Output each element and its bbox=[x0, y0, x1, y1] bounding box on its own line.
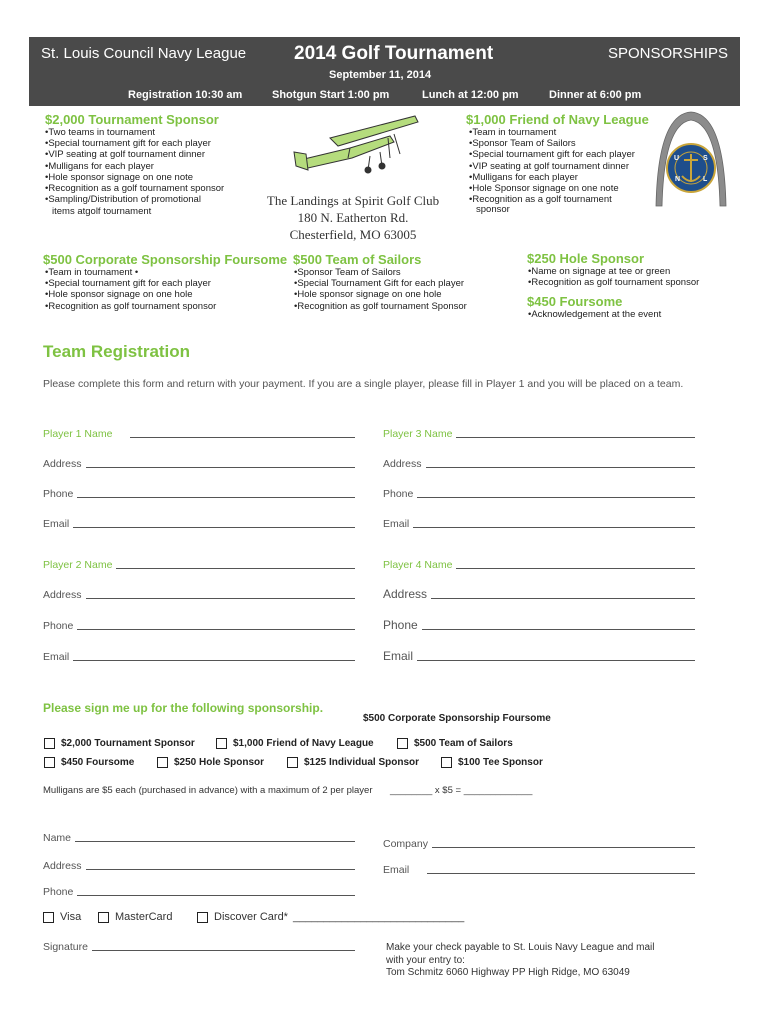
field-label: Email bbox=[43, 651, 70, 663]
option-label: $450 Foursome bbox=[61, 757, 135, 768]
payer-name-field[interactable] bbox=[43, 830, 355, 844]
payment-mastercard[interactable] bbox=[98, 911, 172, 923]
option-tournament-sponsor[interactable] bbox=[44, 738, 195, 749]
field-label: Player 1 Name bbox=[43, 428, 113, 440]
venue-address bbox=[253, 192, 453, 243]
field-label: Player 3 Name bbox=[383, 428, 453, 440]
field-label: Address bbox=[43, 860, 82, 872]
list-item: • Team in tournament bbox=[469, 127, 635, 138]
header-sponsorships: SPONSORSHIPS bbox=[607, 45, 728, 62]
logo-letter: S bbox=[703, 155, 708, 162]
option-individual-sponsor[interactable] bbox=[287, 757, 419, 768]
mail-line: Tom Schmitz 6060 Highway PP High Ridge, MO 63049 bbox=[386, 967, 630, 978]
list-item: • Recognition as golf tournament sponsor bbox=[528, 277, 699, 288]
tier-foursome-title: $450 Foursome bbox=[527, 294, 623, 309]
list-item: • Hole sponsor signage on one hole bbox=[294, 289, 467, 300]
org-name: St. Louis Council Navy League bbox=[41, 45, 247, 62]
option-label: $125 Individual Sponsor bbox=[304, 757, 420, 768]
tier-friend-list bbox=[469, 127, 635, 205]
option-tee-sponsor[interactable] bbox=[441, 757, 543, 768]
checkbox[interactable] bbox=[157, 757, 168, 768]
list-item: • Sampling/Distribution of promotional bbox=[45, 194, 224, 205]
checkbox[interactable] bbox=[216, 738, 227, 749]
option-friend-navy-league[interactable] bbox=[216, 738, 374, 749]
list-item: • Special tournament gift for each player bbox=[469, 149, 635, 160]
option-label: Visa bbox=[60, 911, 82, 923]
team-registration-title: Team Registration bbox=[43, 342, 191, 361]
list-item: • Sponsor Team of Sailors bbox=[294, 267, 467, 278]
option-foursome[interactable] bbox=[44, 757, 134, 768]
mail-line: with your entry to: bbox=[386, 954, 465, 966]
venue-name: The Landings at Spirit Golf Club bbox=[266, 193, 440, 208]
field-label: Name bbox=[43, 832, 72, 844]
list-item: • Acknowledgement at the event bbox=[528, 309, 661, 320]
field-label: Player 4 Name bbox=[383, 559, 453, 571]
tier-hole-list bbox=[528, 266, 699, 288]
dinner-time: Dinner at 6:00 pm bbox=[549, 89, 642, 101]
mulligans-calc-field[interactable]: ________ x $5 = _____________ bbox=[390, 785, 533, 796]
logo-letter: U bbox=[674, 155, 680, 162]
registration-intro: Please complete this form and return with your payment. If you are a single player, please fill in Player 1 and you will be placed on a team. bbox=[43, 378, 684, 390]
player2-email-field[interactable] bbox=[43, 649, 355, 663]
list-item: • Hole sponsor signage on one note bbox=[45, 172, 224, 183]
header-bar bbox=[29, 37, 740, 106]
checkbox[interactable] bbox=[397, 738, 408, 749]
page-title: 2014 Golf Tournament bbox=[294, 43, 494, 64]
payer-email-field[interactable] bbox=[383, 862, 695, 876]
tier-friend-title: $1,000 Friend of Navy League bbox=[466, 112, 649, 127]
field-label: Signature bbox=[43, 941, 88, 953]
option-label: $2,000 Tournament Sponsor bbox=[61, 738, 195, 749]
field-label: Player 2 Name bbox=[43, 559, 113, 571]
field-label: Address bbox=[383, 587, 428, 601]
event-date: September 11, 2014 bbox=[329, 69, 432, 81]
list-item: • Name on signage at tee or green bbox=[528, 266, 699, 277]
signature-field[interactable] bbox=[43, 939, 355, 953]
field-label: Email bbox=[383, 518, 410, 530]
player3-address-field[interactable] bbox=[383, 456, 695, 470]
tier-sailors-title: $500 Team of Sailors bbox=[293, 252, 422, 267]
checkbox[interactable] bbox=[43, 912, 54, 923]
tier-tournament-title: $2,000 Tournament Sponsor bbox=[45, 112, 219, 127]
field-label: Phone bbox=[383, 618, 418, 632]
list-item: • Sponsor Team of Sailors bbox=[469, 138, 635, 149]
list-item: • VIP seating at golf tournament dinner bbox=[469, 161, 635, 172]
tier-sailors-list bbox=[294, 267, 467, 312]
card-number-line[interactable]: ____________________________ bbox=[292, 911, 465, 923]
option-hole-sponsor[interactable] bbox=[157, 757, 264, 768]
shotgun-time: Shotgun Start 1:00 pm bbox=[272, 89, 390, 101]
list-item: • Special tournament gift for each player bbox=[45, 278, 216, 289]
list-item: • Recognition as golf tournament sponsor bbox=[45, 301, 216, 312]
player4-phone-field[interactable] bbox=[383, 618, 695, 632]
player1-phone-field[interactable] bbox=[43, 486, 355, 500]
tier-tournament-extra: items atgolf tournament bbox=[52, 206, 152, 217]
payment-visa[interactable] bbox=[43, 911, 81, 923]
player3-name-field[interactable] bbox=[383, 426, 695, 440]
field-label: Company bbox=[383, 838, 428, 850]
sponsorship-signup-heading: Please sign me up for the following sponsorship. bbox=[43, 701, 324, 715]
field-label: Email bbox=[383, 864, 410, 876]
logo-letter: N bbox=[675, 176, 681, 183]
field-label: Address bbox=[43, 589, 82, 601]
tier-hole-title: $250 Hole Sponsor bbox=[527, 251, 645, 266]
player4-name-field[interactable] bbox=[383, 557, 695, 571]
field-label: Phone bbox=[383, 488, 414, 500]
corporate-foursome-note: $500 Corporate Sponsorship Foursome bbox=[363, 713, 551, 724]
player1-name-field[interactable] bbox=[43, 426, 355, 440]
list-item: • Team in tournament • bbox=[45, 267, 216, 278]
player1-email-field[interactable] bbox=[43, 516, 355, 530]
field-label: Phone bbox=[43, 488, 74, 500]
mulligans-note: Mulligans are $5 each (purchased in advance) with a maximum of 2 per player bbox=[43, 785, 373, 796]
player1-address-field[interactable] bbox=[43, 456, 355, 470]
player3-phone-field[interactable] bbox=[383, 486, 695, 500]
option-label: $1,000 Friend of Navy League bbox=[233, 738, 374, 749]
logo-letter: L bbox=[703, 176, 708, 183]
player2-address-field[interactable] bbox=[43, 587, 355, 601]
tier-foursome-list bbox=[528, 309, 661, 320]
player4-email-field[interactable] bbox=[383, 649, 695, 663]
checkbox[interactable] bbox=[441, 757, 452, 768]
list-item: • Recognition as a golf tournament bbox=[469, 194, 635, 205]
list-item: • Hole Sponsor signage on one note bbox=[469, 183, 635, 194]
list-item: • Special tournament gift for each player bbox=[45, 138, 224, 149]
list-item: • Special Tournament Gift for each player bbox=[294, 278, 467, 289]
checkbox[interactable] bbox=[44, 738, 55, 749]
list-item: • Recognition as golf tournament Sponsor bbox=[294, 301, 467, 312]
field-label: Email bbox=[43, 518, 70, 530]
field-label: Address bbox=[383, 458, 422, 470]
payer-address-field[interactable] bbox=[43, 858, 355, 872]
venue-street: 180 N. Eatherton Rd. bbox=[297, 210, 409, 225]
payer-phone-field[interactable] bbox=[43, 884, 355, 898]
list-item: • Mulligans for each player bbox=[45, 161, 224, 172]
venue-city: Chesterfield, MO 63005 bbox=[289, 227, 417, 242]
list-item: • VIP seating at golf tournament dinner bbox=[45, 149, 224, 160]
option-label: $500 Team of Sailors bbox=[414, 738, 513, 749]
field-label: Phone bbox=[43, 886, 74, 898]
tier-tournament-list bbox=[45, 127, 224, 205]
option-team-of-sailors[interactable] bbox=[397, 738, 513, 749]
tier-corporate-title: $500 Corporate Sponsorship Foursome bbox=[43, 252, 288, 267]
field-label: Address bbox=[43, 458, 82, 470]
tier-friend-extra: sponsor bbox=[476, 204, 510, 215]
list-item: • Hole sponsor signage on one hole bbox=[45, 289, 216, 300]
option-label: MasterCard bbox=[115, 911, 173, 923]
payer-company-field[interactable] bbox=[383, 836, 695, 850]
mail-instructions bbox=[386, 942, 655, 980]
field-label: Email bbox=[383, 649, 414, 663]
payment-discover[interactable] bbox=[197, 911, 464, 923]
registration-time: Registration 10:30 am bbox=[128, 89, 243, 101]
player4-address-field[interactable] bbox=[383, 587, 695, 601]
navy-league-logo bbox=[650, 108, 732, 208]
tier-corporate-list bbox=[45, 267, 216, 312]
field-label: Phone bbox=[43, 620, 74, 632]
list-item: • Mulligans for each player bbox=[469, 172, 635, 183]
list-item: • Two teams in tournament bbox=[45, 127, 224, 138]
list-item: • Recognition as a golf tournament sponsor bbox=[45, 183, 224, 194]
player2-name-field[interactable] bbox=[43, 557, 355, 571]
checkbox[interactable] bbox=[44, 757, 55, 768]
option-label: $250 Hole Sponsor bbox=[174, 757, 265, 768]
option-label: Discover Card* bbox=[214, 911, 288, 923]
checkbox[interactable] bbox=[197, 912, 208, 923]
checkbox[interactable] bbox=[287, 757, 298, 768]
player2-phone-field[interactable] bbox=[43, 618, 355, 632]
lunch-time: Lunch at 12:00 pm bbox=[422, 89, 519, 101]
airplane-icon bbox=[290, 108, 420, 190]
option-label: $100 Tee Sponsor bbox=[458, 757, 543, 768]
player3-email-field[interactable] bbox=[383, 516, 695, 530]
mail-line: Make your check payable to St. Louis Navy League and mail bbox=[386, 942, 655, 953]
checkbox[interactable] bbox=[98, 912, 109, 923]
